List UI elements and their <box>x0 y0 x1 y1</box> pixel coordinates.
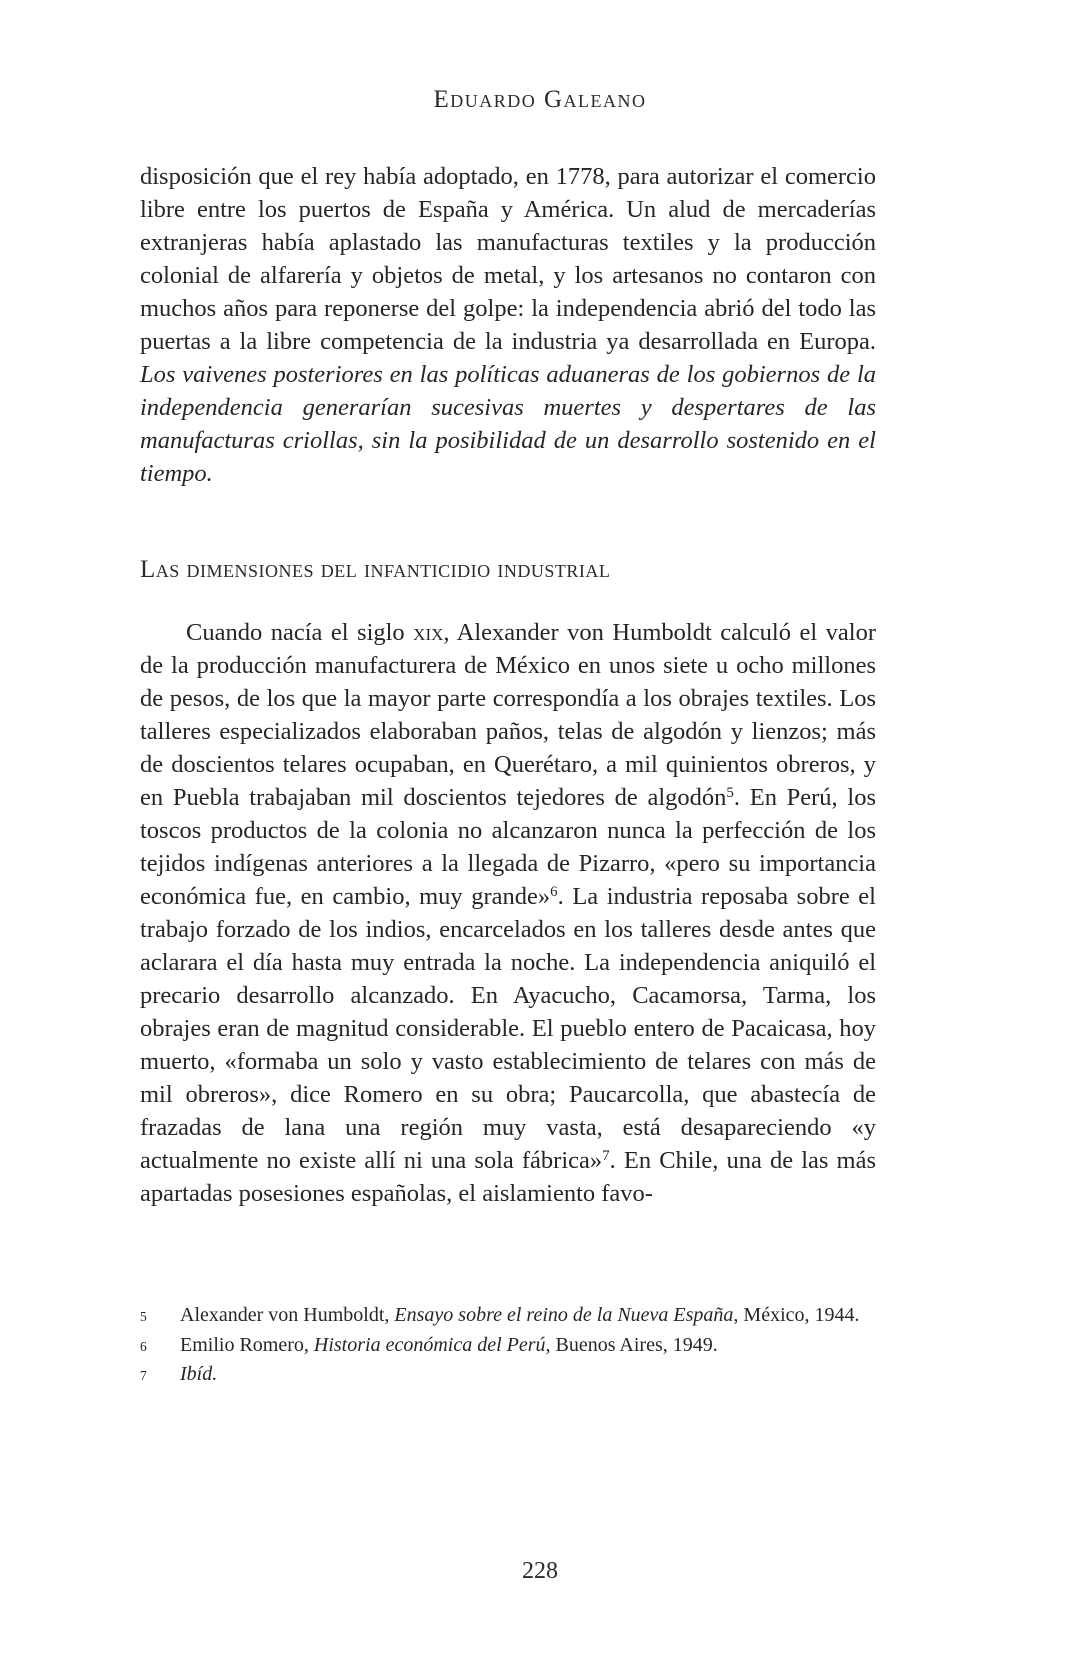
text-run-sup: 5 <box>726 785 734 801</box>
section-heading: Las dimensiones del infanticidio industrial <box>140 556 611 583</box>
text-run-normal: Alexander von Humboldt, <box>180 1304 395 1326</box>
text-run-sup: 6 <box>550 884 558 900</box>
text-run-normal: . La industria reposaba sobre el trabajo forzado de los indios, encarcelados en los talleres desde antes que aclarara el día hasta muy entrada la noche. La independencia aniquiló el precario desarrollo alcanzado. En Ayacucho, Cacamorsa, Tarma, los obrajes eran de magnitud considerable. El pueblo entero de Pacaicasa, hoy muerto, «formaba un solo y vasto establecimiento de telares con más de mil obreros», dice Romero en su obra; Paucarcolla, que abastecía de frazadas de lana una región muy vasta, está desapareciendo «y actualmente no existe allí ni una sola fábrica» <box>140 883 876 1174</box>
footnote-text <box>180 1361 876 1389</box>
text-run-normal: Cuando nacía el siglo <box>186 619 414 646</box>
text-column <box>140 160 876 1210</box>
footnote-5 <box>140 1302 876 1332</box>
text-run-normal: , Alexander von Humboldt calculó el valor de la producción manufacturera de México en unos siete u ocho millones de pesos, de los que la mayor parte correspondía a los obrajes textiles. Los talleres especializados elaboraban paños, telas de algodón y lienzos; más de doscientos telares ocupaban, en Querétaro, a mil quinientos obreros, y en Puebla trabajaban mil doscientos tejedores de algodón <box>140 619 876 811</box>
text-run-sup: 7 <box>602 1148 610 1164</box>
footnote-7 <box>140 1361 876 1391</box>
footnote-6 <box>140 1332 876 1362</box>
running-header: Eduardo Galeano <box>433 86 647 113</box>
text-run-italic: Historia económica del Perú <box>313 1333 546 1356</box>
text-run-italic: Ensayo sobre el reino de la Nueva España <box>394 1304 734 1326</box>
text-run-normal: , Buenos Aires, 1949. <box>545 1333 718 1356</box>
text-run-italic: Ibíd. <box>180 1363 218 1385</box>
footnote-marker: 7 <box>140 1368 147 1383</box>
paragraph-continuation <box>140 160 876 490</box>
footnote-marker: 5 <box>140 1309 147 1324</box>
text-run-normal: Emilio Romero, <box>180 1333 314 1356</box>
footnote-marker: 6 <box>140 1338 147 1354</box>
page-number: 228 <box>522 1558 558 1584</box>
footnote-text <box>180 1302 876 1330</box>
text-run-italic: Los vaivenes posteriores en las políticas aduaneras de los gobiernos de la independencia generarían sucesivas muertes y despertares de las manufacturas criollas, sin la posibilidad de un desarrollo sostenido en el tiempo. <box>140 361 876 487</box>
text-run-smallcaps: xix <box>413 619 444 646</box>
text-run-normal: . En Chile, una de las más apartadas posesiones españolas, el aislamiento favo- <box>140 1147 876 1207</box>
paragraph-infanticidio <box>140 616 876 1210</box>
text-run-normal: disposición que el rey había adoptado, en 1778, para autorizar el comercio libre entre los puertos de España y América. Un alud de mercaderías extranjeras había aplastado las manufacturas textiles y la producción colonial de alfarería y objetos de metal, y los artesanos no contaron con muchos años para reponerse del golpe: la independencia abrió del todo las puertas a la libre competencia de la industria ya desarrollada en Europa. <box>140 163 876 355</box>
text-run-normal: , México, 1944. <box>733 1304 860 1326</box>
text-run-normal: . En Perú, los toscos productos de la colonia no alcanzaron nunca la perfección de los tejidos indígenas anteriores a la llegada de Pizarro, «pero su importancia económica fue, en cambio, muy grande» <box>140 784 876 910</box>
footnotes <box>140 1302 876 1391</box>
footnote-text <box>180 1332 876 1360</box>
